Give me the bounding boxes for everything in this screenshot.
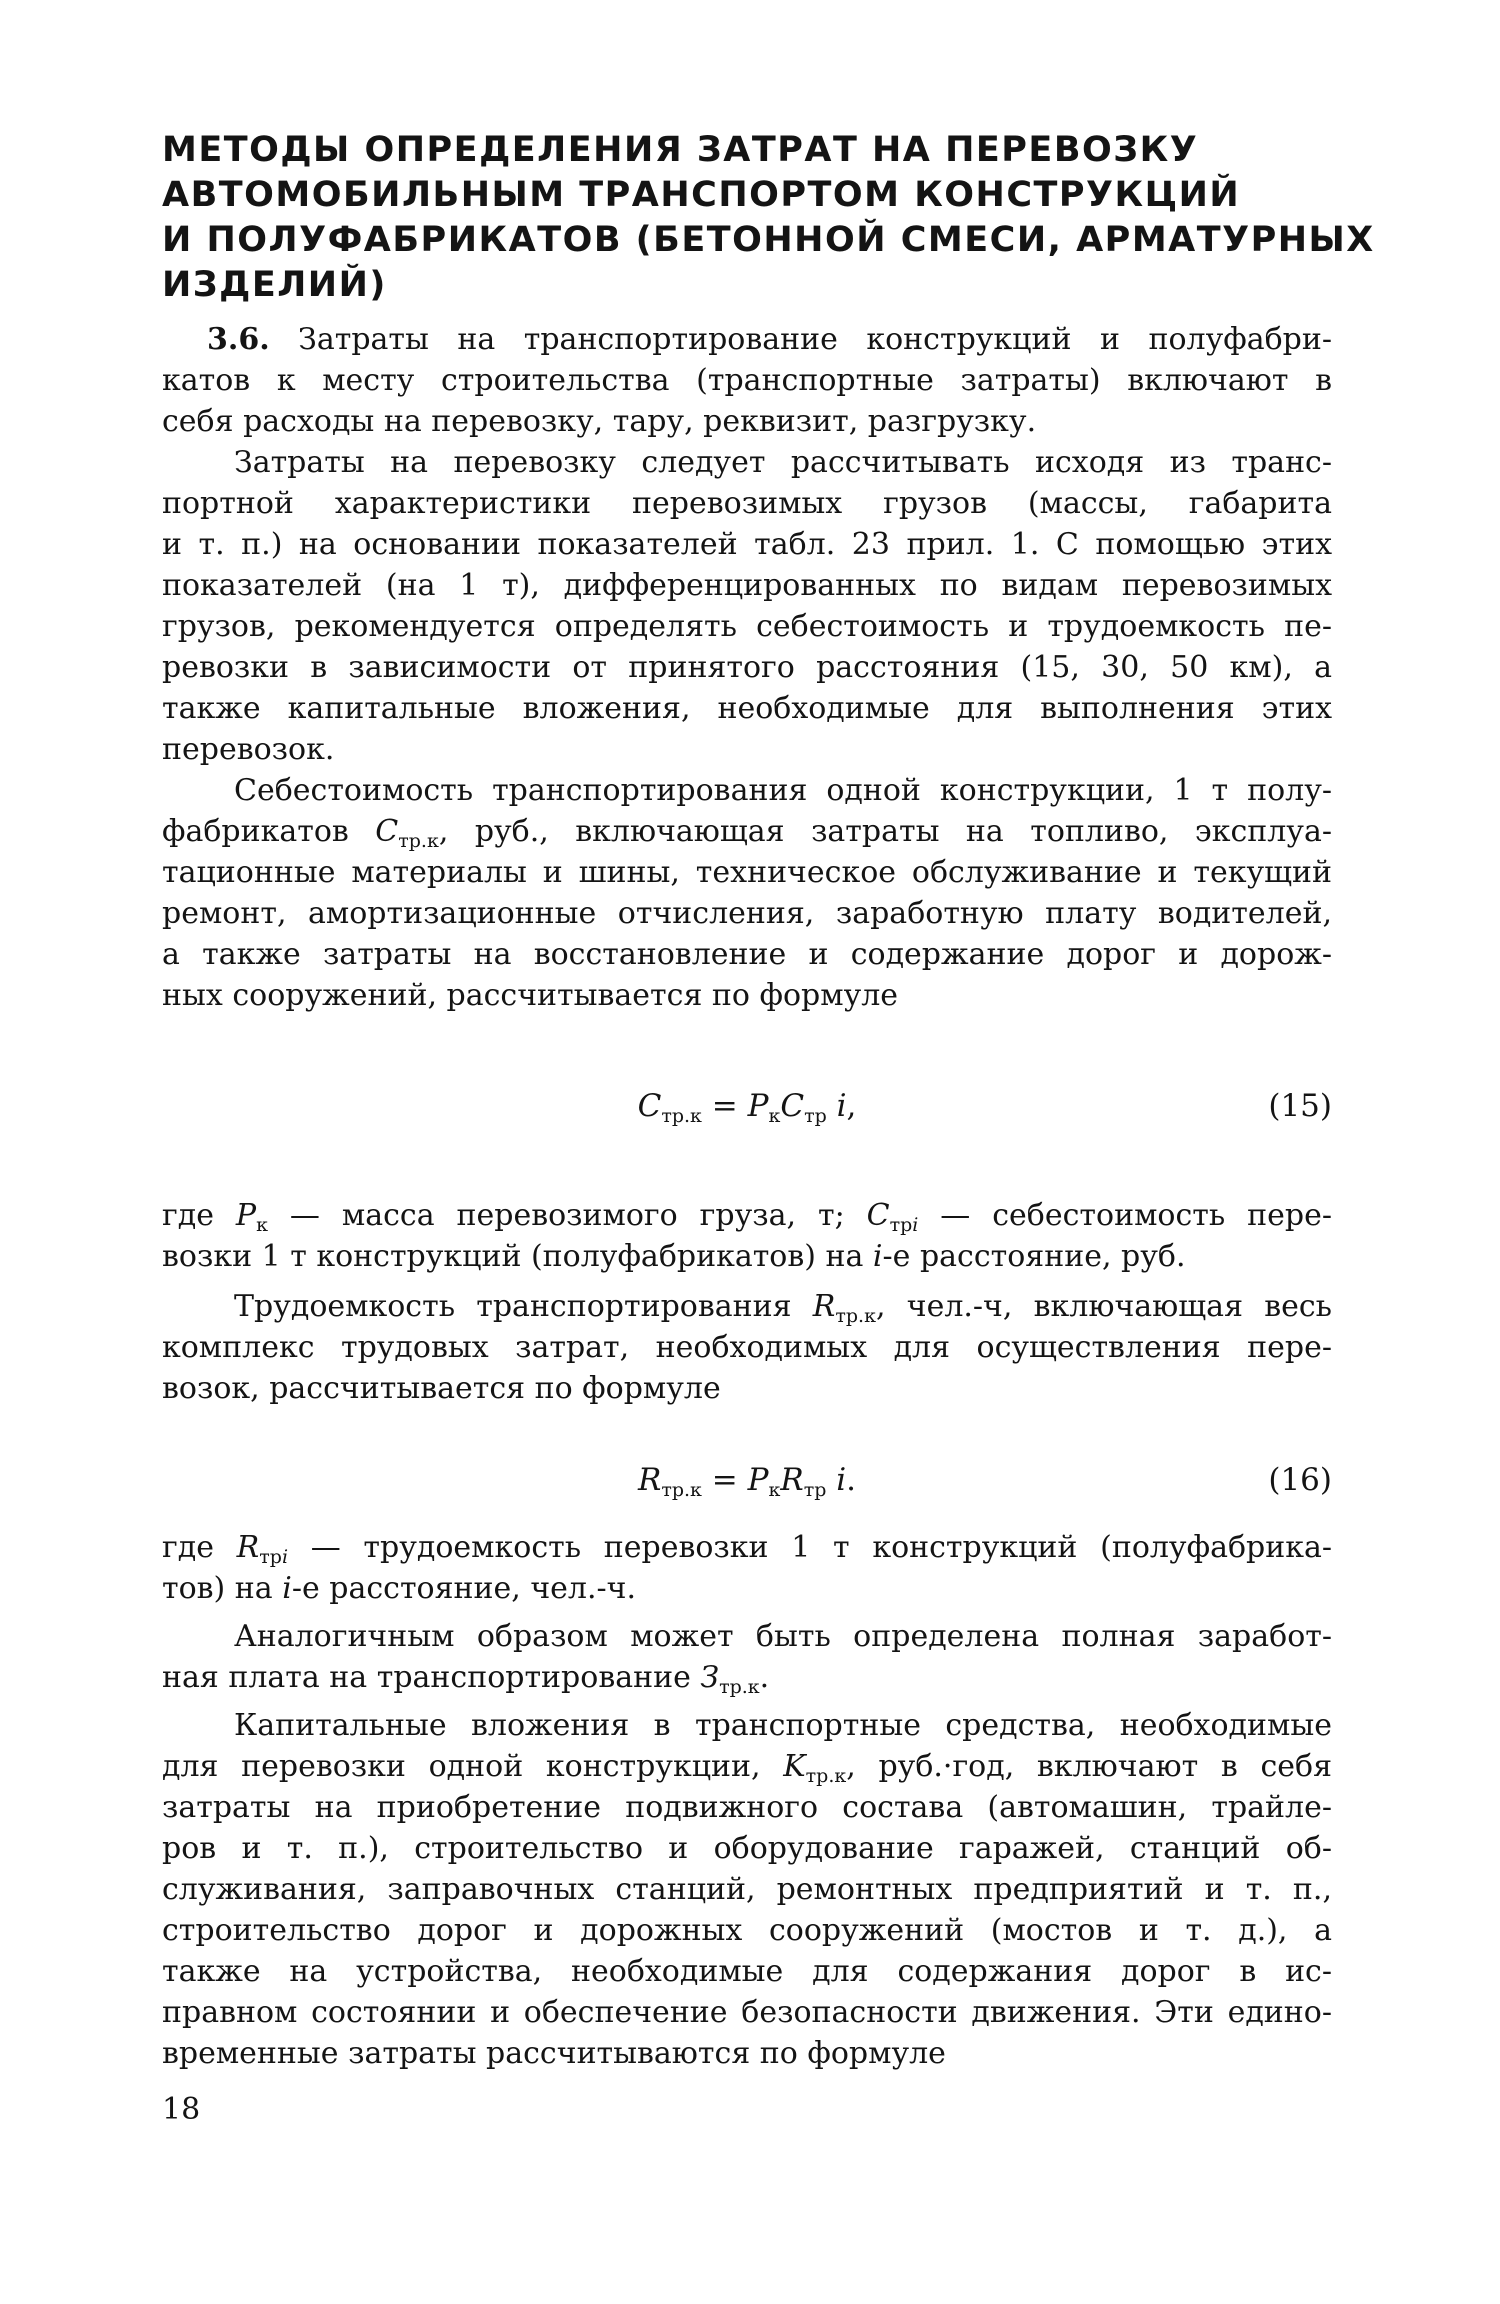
paragraph-line: где $R_{трi}$ — трудоемкость перевозки 1 т конструкций (полуфабрика- — [162, 1530, 1332, 1568]
paragraph-line: также на устройства, необходимые для содержания дорог в ис- — [162, 1954, 1332, 1989]
paragraph-line: Затраты на перевозку следует рассчитывать исходя из транс- — [234, 445, 1332, 480]
paragraph-line: портной характеристики перевозимых грузов (массы, габарита — [162, 486, 1332, 521]
paragraph-line: и т. п.) на основании показателей табл. 23 прил. 1. С помощью этих — [162, 527, 1332, 562]
paragraph-line: для перевозки одной конструкции, $K_{тр.к}$, руб.·год, включают в себя — [162, 1749, 1332, 1787]
page-number: 18 — [162, 2092, 201, 2127]
heading-line: И ПОЛУФАБРИКАТОВ (БЕТОННОЙ СМЕСИ, АРМАТУРНЫХ — [162, 220, 1375, 260]
section-heading — [162, 128, 1375, 308]
heading-line: МЕТОДЫ ОПРЕДЕЛЕНИЯ ЗАТРАТ НА ПЕРЕВОЗКУ — [162, 130, 1199, 170]
paragraph-line: фабрикатов $C_{тр.к}$, руб., включающая затраты на топливо, эксплуа- — [162, 814, 1332, 852]
paragraph-line: ных сооружений, рассчитывается по формуле — [162, 978, 899, 1013]
paragraph-line: грузов, рекомендуется определять себестоимость и трудоемкость пе- — [162, 609, 1332, 644]
paragraph-line: катов к месту строительства (транспортные затраты) включают в — [162, 363, 1332, 398]
paragraph-3-6-line: 3.6. Затраты на транспортирование конструкций и полуфабри- — [207, 322, 1332, 357]
heading-line: АВТОМОБИЛЬНЫМ ТРАНСПОРТОМ КОНСТРУКЦИЙ — [162, 175, 1241, 215]
paragraph-line: ремонт, амортизационные отчисления, заработную плату водителей, — [162, 896, 1332, 931]
paragraph-line: также капитальные вложения, необходимые для выполнения этих — [162, 691, 1332, 726]
paragraph-line: возки 1 т конструкций (полуфабрикатов) на i-е расстояние, руб. — [162, 1239, 1186, 1274]
formula-expression: $C_{тр.к} = P_кC_{тр}$ i, — [637, 1088, 857, 1127]
paragraph-line: перевозок. — [162, 732, 335, 767]
paragraph-line: Трудоемкость транспортирования $R_{тр.к}$, чел.-ч, включающая весь — [234, 1289, 1332, 1327]
section-number: 3.6. — [207, 322, 270, 357]
paragraph-line: тов) на i-е расстояние, чел.-ч. — [162, 1571, 637, 1606]
paragraph-line: а также затраты на восстановление и содержание дорог и дорож- — [162, 937, 1332, 972]
paragraph-line: ревозки в зависимости от принятого расстояния (15, 30, 50 км), а — [162, 650, 1332, 685]
paragraph-line: затраты на приобретение подвижного состава (автомашин, трайле- — [162, 1790, 1332, 1825]
paragraph-line: где $P_к$ — масса перевозимого груза, т; $C_{трi}$ — себестоимость пере- — [162, 1198, 1333, 1236]
heading-line: ИЗДЕЛИЙ) — [162, 265, 387, 305]
paragraph-line: ная плата на транспортирование $З_{тр.к}$. — [162, 1660, 770, 1698]
paragraph-line: служивания, заправочных станций, ремонтных предприятий и т. п., — [162, 1872, 1332, 1907]
formula-15 — [162, 1086, 1332, 1126]
paragraph-line: возок, рассчитывается по формуле — [162, 1371, 721, 1406]
formula-number: (16) — [1268, 1462, 1332, 1498]
paragraph-line: комплекс трудовых затрат, необходимых для осуществления пере- — [162, 1330, 1332, 1365]
paragraph-line: тационные материалы и шины, техническое обслуживание и текущий — [162, 855, 1332, 890]
paragraph-line: строительство дорог и дорожных сооружений (мостов и т. д.), а — [162, 1913, 1332, 1948]
paragraph-line: ров и т. п.), строительство и оборудование гаражей, станций об- — [162, 1831, 1332, 1866]
paragraph-line: Себестоимость транспортирования одной конструкции, 1 т полу- — [234, 773, 1332, 808]
paragraph-line: правном состоянии и обеспечение безопасности движения. Эти едино- — [162, 1995, 1332, 2030]
paragraph-line: Капитальные вложения в транспортные средства, необходимые — [234, 1708, 1332, 1743]
formula-number: (15) — [1268, 1088, 1332, 1124]
paragraph-line: Аналогичным образом может быть определена полная заработ- — [234, 1619, 1332, 1654]
formula-expression: $R_{тр.к} = P_кR_{тр}$ i. — [637, 1462, 857, 1501]
paragraph-line: показателей (на 1 т), дифференцированных по видам перевозимых — [162, 568, 1332, 603]
formula-16 — [162, 1460, 1332, 1500]
paragraph-line: временные затраты рассчитываются по формуле — [162, 2036, 946, 2071]
paragraph-line: себя расходы на перевозку, тару, реквизит, разгрузку. — [162, 404, 1037, 439]
